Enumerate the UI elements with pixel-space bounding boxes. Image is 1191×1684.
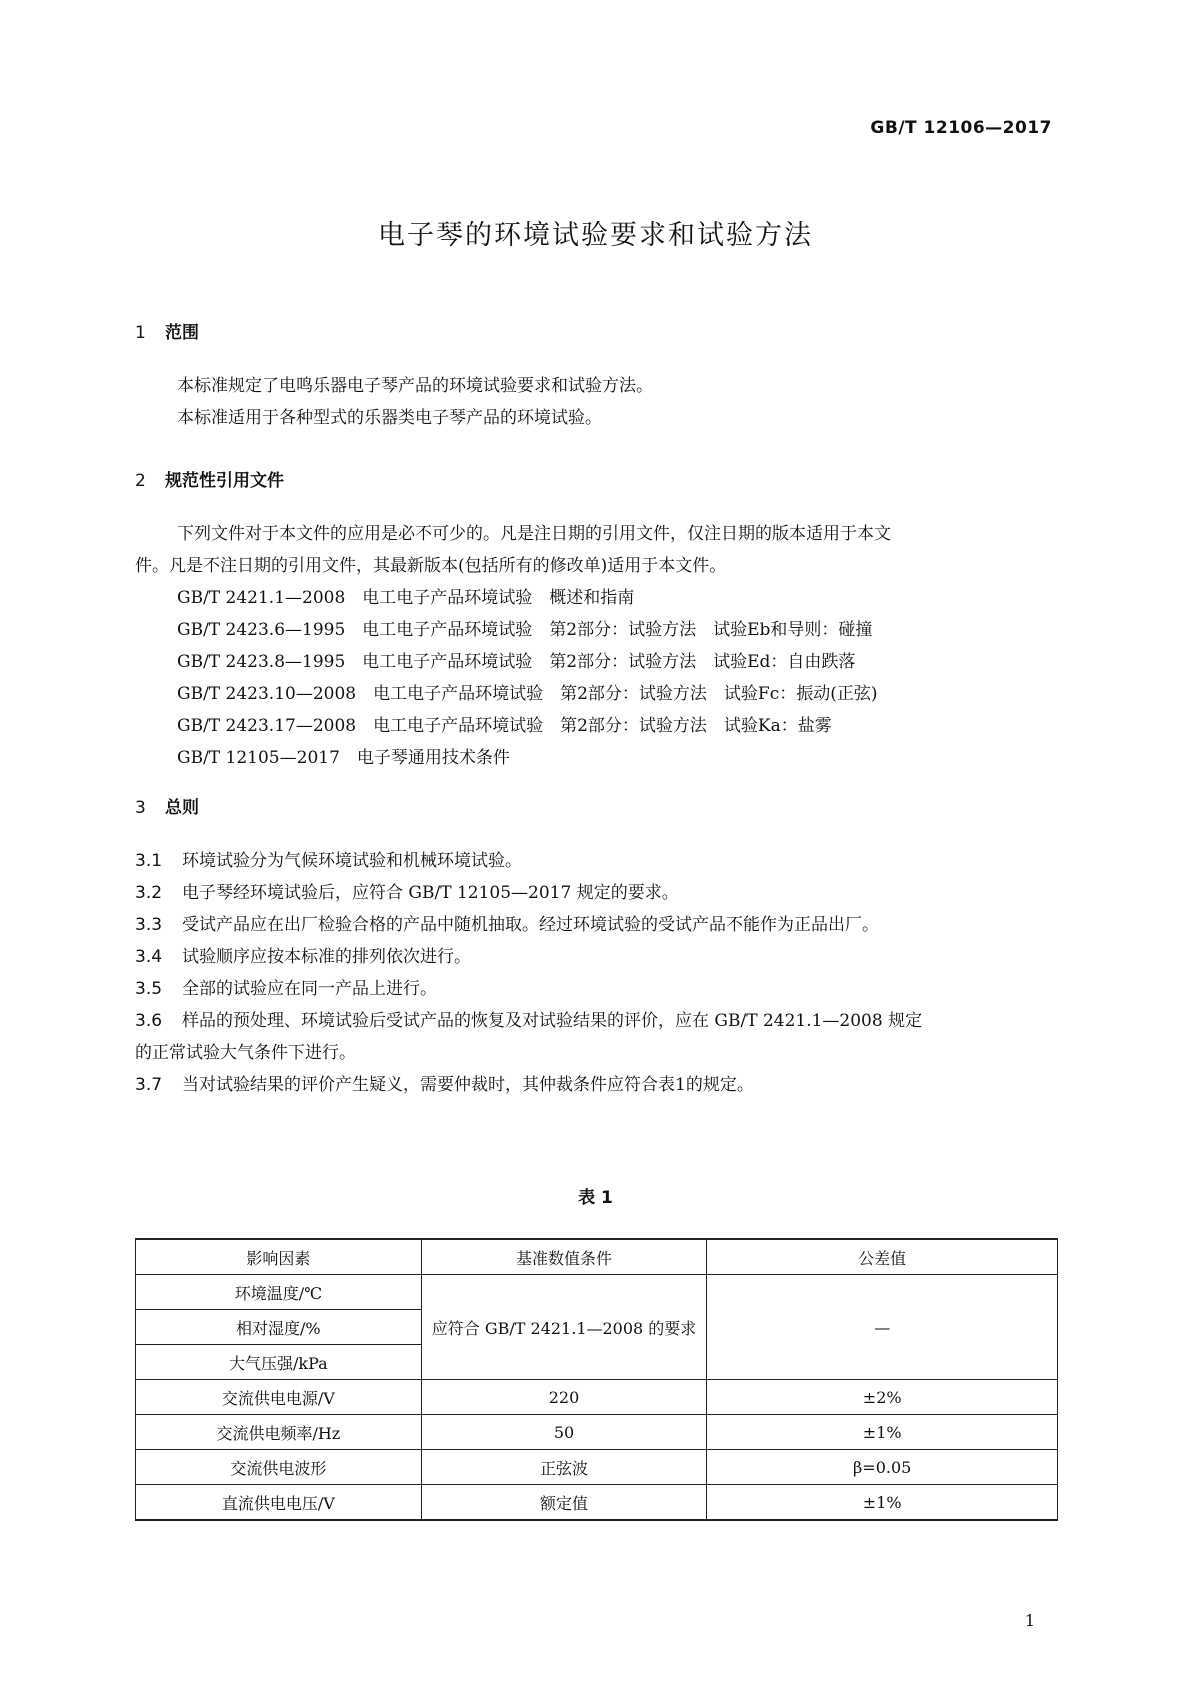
factor-cell: 大气压强/kPa: [136, 1345, 422, 1380]
section-1-body: [135, 370, 1055, 434]
tolerance-cell: ±2%: [707, 1380, 1058, 1415]
table-header-row: [136, 1239, 1058, 1275]
clause-item: [135, 1069, 1055, 1101]
reference-item: GB/T 2423.6—1995 电工电子产品环境试验 第2部分：试验方法 试验Eb和导则：碰撞: [177, 620, 873, 640]
clause-number: 3.4: [135, 947, 163, 967]
section-title: 范围: [165, 323, 199, 343]
clause-item: [135, 909, 1055, 941]
merged-base-cell: 应符合 GB/T 2421.1—2008 的要求: [421, 1275, 707, 1380]
section-3-body: [135, 845, 1055, 1101]
section-title: 总则: [165, 798, 199, 818]
clause-number: 3.1: [135, 851, 163, 871]
reference-item: GB/T 2423.8—1995 电工电子产品环境试验 第2部分：试验方法 试验Ed：自由跌落: [177, 652, 856, 672]
section-number: 2: [135, 471, 146, 491]
reference-item: GB/T 2423.17—2008 电工电子产品环境试验 第2部分：试验方法 试验Ka：盐雾: [177, 716, 832, 736]
merged-tolerance-cell: —: [707, 1275, 1058, 1380]
factor-cell: 交流供电电源/V: [136, 1380, 422, 1415]
clause-number: 3.7: [135, 1075, 163, 1095]
table-row: [136, 1380, 1058, 1415]
section-2-body: [135, 518, 1055, 774]
table-row: [136, 1275, 1058, 1310]
section-2-heading: [135, 466, 284, 491]
clause-item: [135, 973, 1055, 1005]
tolerance-cell: ±1%: [707, 1485, 1058, 1521]
clause-number: 3.5: [135, 979, 163, 999]
clause-item: [135, 1005, 1055, 1037]
clause-text: 样品的预处理、环境试验后受试产品的恢复及对试验结果的评价，应在 GB/T 2421.1—2008 规定: [182, 1011, 923, 1031]
base-cell: 50: [421, 1415, 707, 1450]
paragraph: 本标准适用于各种型式的乐器类电子琴产品的环境试验。: [177, 408, 602, 428]
clause-item: [135, 941, 1055, 973]
factor-cell: 环境温度/℃: [136, 1275, 422, 1310]
clause-text: 环境试验分为气候环境试验和机械环境试验。: [182, 851, 522, 871]
paragraph: 本标准规定了电鸣乐器电子琴产品的环境试验要求和试验方法。: [177, 376, 653, 396]
reference-item: GB/T 2421.1—2008 电工电子产品环境试验 概述和指南: [177, 588, 635, 608]
clause-continuation: 的正常试验大气条件下进行。: [135, 1043, 356, 1063]
table-caption: 表 1: [578, 1188, 613, 1208]
tolerance-cell: β=0.05: [707, 1450, 1058, 1485]
clause-text: 试验顺序应按本标准的排列依次进行。: [182, 947, 471, 967]
section-title: 规范性引用文件: [165, 471, 284, 491]
table-header-cell: 基准数值条件: [421, 1239, 707, 1275]
clause-text: 受试产品应在出厂检验合格的产品中随机抽取。经过环境试验的受试产品不能作为正品出厂。: [182, 915, 879, 935]
table-row: [136, 1485, 1058, 1521]
paragraph-line: 下列文件对于本文件的应用是必不可少的。凡是注日期的引用文件，仅注日期的版本适用于本文: [177, 524, 891, 544]
document-title: 电子琴的环境试验要求和试验方法: [378, 220, 813, 251]
page-number: 1: [1024, 1611, 1035, 1630]
factor-cell: 交流供电波形: [136, 1450, 422, 1485]
base-cell: 220: [421, 1380, 707, 1415]
reference-item: GB/T 12105—2017 电子琴通用技术条件: [177, 748, 510, 768]
reference-item: GB/T 2423.10—2008 电工电子产品环境试验 第2部分：试验方法 试验Fc：振动(正弦): [177, 684, 878, 704]
clause-text: 全部的试验应在同一产品上进行。: [182, 979, 437, 999]
factor-cell: 直流供电电压/V: [136, 1485, 422, 1521]
table-row: [136, 1415, 1058, 1450]
clause-number: 3.3: [135, 915, 163, 935]
clause-item: [135, 877, 1055, 909]
section-1-heading: [135, 318, 199, 343]
clause-text: 当对试验结果的评价产生疑义，需要仲裁时，其仲裁条件应符合表1的规定。: [182, 1075, 754, 1095]
standard-code: GB/T 12106—2017: [870, 118, 1052, 138]
base-cell: 额定值: [421, 1485, 707, 1521]
section-number: 3: [135, 798, 146, 818]
clause-number: 3.2: [135, 883, 163, 903]
conditions-table: [135, 1238, 1058, 1521]
tolerance-cell: ±1%: [707, 1415, 1058, 1450]
section-3-heading: [135, 793, 199, 818]
clause-number: 3.6: [135, 1011, 163, 1031]
base-cell: 正弦波: [421, 1450, 707, 1485]
clause-item: [135, 845, 1055, 877]
clause-text: 电子琴经环境试验后，应符合 GB/T 12105—2017 规定的要求。: [182, 883, 679, 903]
factor-cell: 相对湿度/%: [136, 1310, 422, 1345]
table-header-cell: 影响因素: [136, 1239, 422, 1275]
factor-cell: 交流供电频率/Hz: [136, 1415, 422, 1450]
paragraph-line: 件。凡是不注日期的引用文件，其最新版本(包括所有的修改单)适用于本文件。: [135, 556, 727, 576]
section-number: 1: [135, 323, 146, 343]
table-header-cell: 公差值: [707, 1239, 1058, 1275]
table-row: [136, 1450, 1058, 1485]
